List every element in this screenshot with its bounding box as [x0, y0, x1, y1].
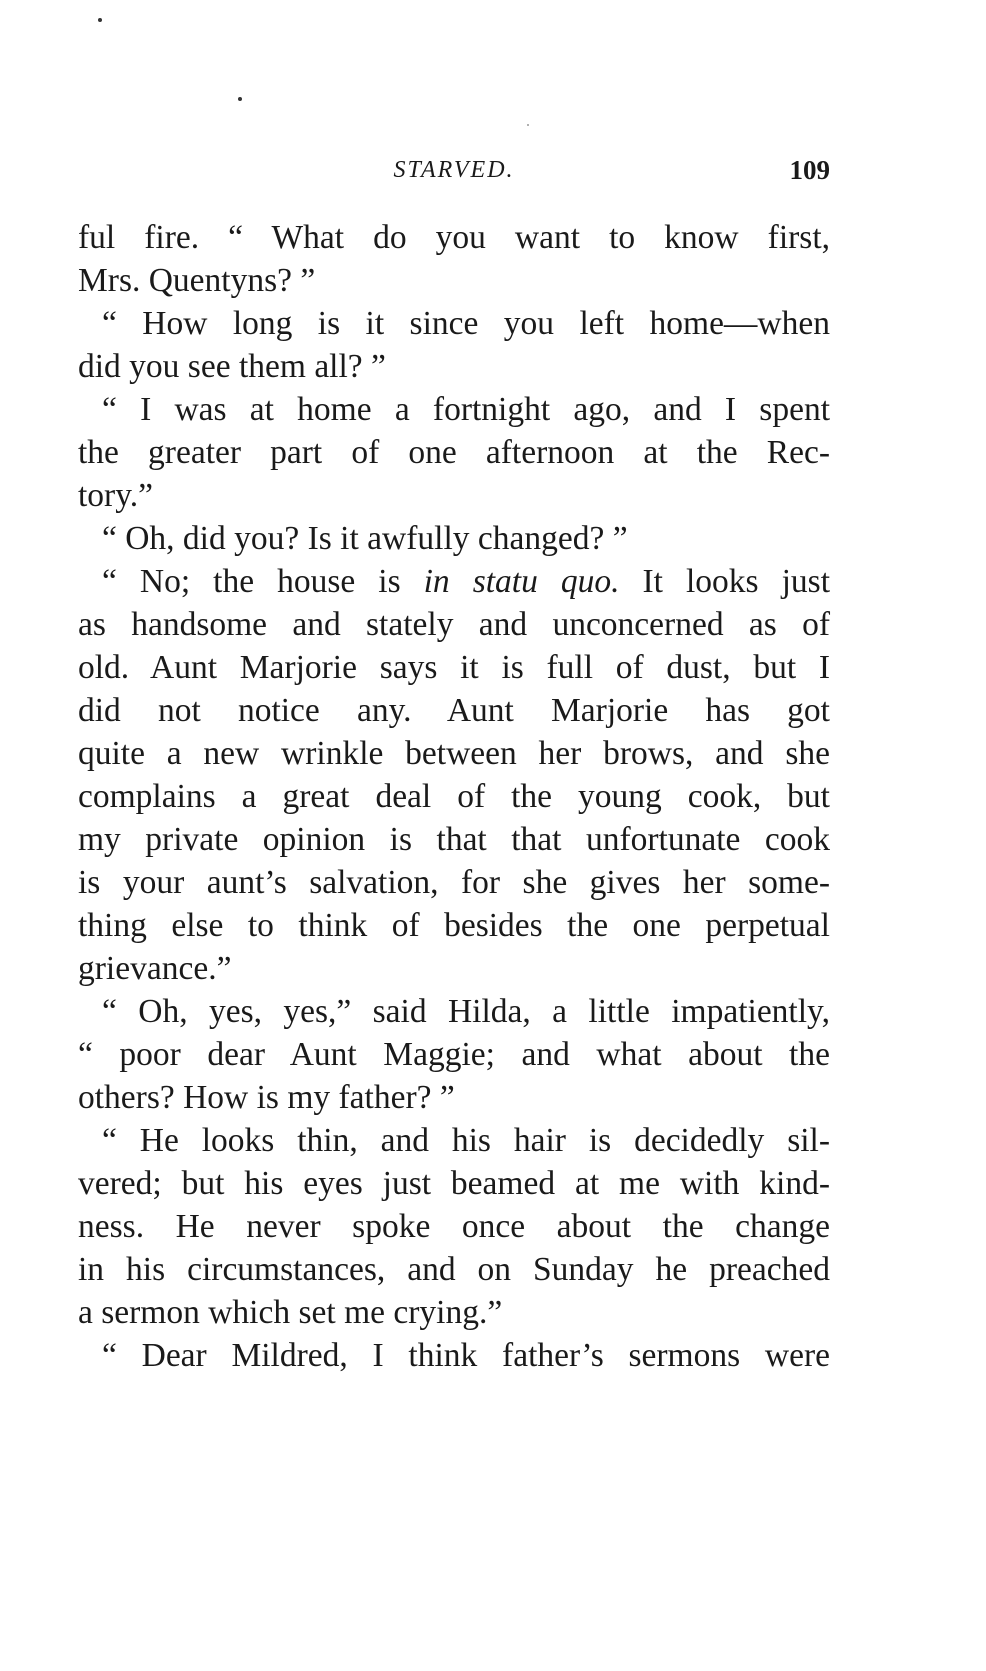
- text-line: a sermon which set me crying.”: [78, 1294, 503, 1331]
- print-speck: [98, 18, 102, 22]
- text-line: vered; but his eyes just beamed at me with kind-: [78, 1165, 830, 1202]
- text-segment: It looks just: [619, 563, 831, 600]
- text-segment: “ No; the house is: [102, 563, 424, 600]
- text-line: “ I was at home a fortnight ago, and I spent: [102, 391, 830, 428]
- running-head: [78, 157, 830, 193]
- text-line: my private opinion is that that unfortunate cook: [78, 821, 830, 858]
- text-line: as handsome and stately and unconcerned as of: [78, 606, 830, 643]
- text-line: “ He looks thin, and his hair is decidedly sil-: [102, 1122, 830, 1159]
- text-line: “ Oh, yes, yes,” said Hilda, a little impatiently,: [102, 993, 830, 1030]
- text-line: [78, 560, 830, 603]
- italic-phrase: in statu quo.: [423, 563, 620, 600]
- text-line: is your aunt’s salvation, for she gives her some-: [78, 864, 830, 901]
- page-number: 109: [789, 155, 830, 185]
- text-line: others? How is my father? ”: [78, 1079, 455, 1116]
- text-line: thing else to think of besides the one perpetual: [78, 907, 830, 944]
- text-line: ness. He never spoke once about the change: [78, 1208, 830, 1245]
- text-line: old. Aunt Marjorie says it is full of dust, but I: [78, 649, 830, 686]
- text-line: quite a new wrinkle between her brows, and she: [78, 735, 830, 772]
- text-line: the greater part of one afternoon at the Rec-: [78, 434, 830, 471]
- running-title: STARVED.: [393, 157, 515, 183]
- text-line: grievance.”: [78, 950, 232, 987]
- print-speck: [238, 97, 242, 101]
- text-line: “ How long is it since you left home—when: [102, 305, 830, 342]
- text-line: complains a great deal of the young cook, but: [78, 778, 830, 815]
- text-line: Mrs. Quentyns? ”: [78, 262, 316, 299]
- text-line: ful fire. “ What do you want to know first,: [78, 219, 830, 256]
- text-line: did not notice any. Aunt Marjorie has got: [78, 692, 830, 729]
- text-line: “ poor dear Aunt Maggie; and what about the: [78, 1036, 830, 1073]
- print-speck: [527, 124, 529, 126]
- text-line: did you see them all? ”: [78, 348, 386, 385]
- text-line: “ Oh, did you? Is it awfully changed? ”: [102, 520, 628, 557]
- text-line: “ Dear Mildred, I think father’s sermons were: [102, 1337, 830, 1374]
- body-text: [78, 216, 830, 1377]
- text-line: tory.”: [78, 477, 154, 514]
- text-line: in his circumstances, and on Sunday he preached: [78, 1251, 830, 1288]
